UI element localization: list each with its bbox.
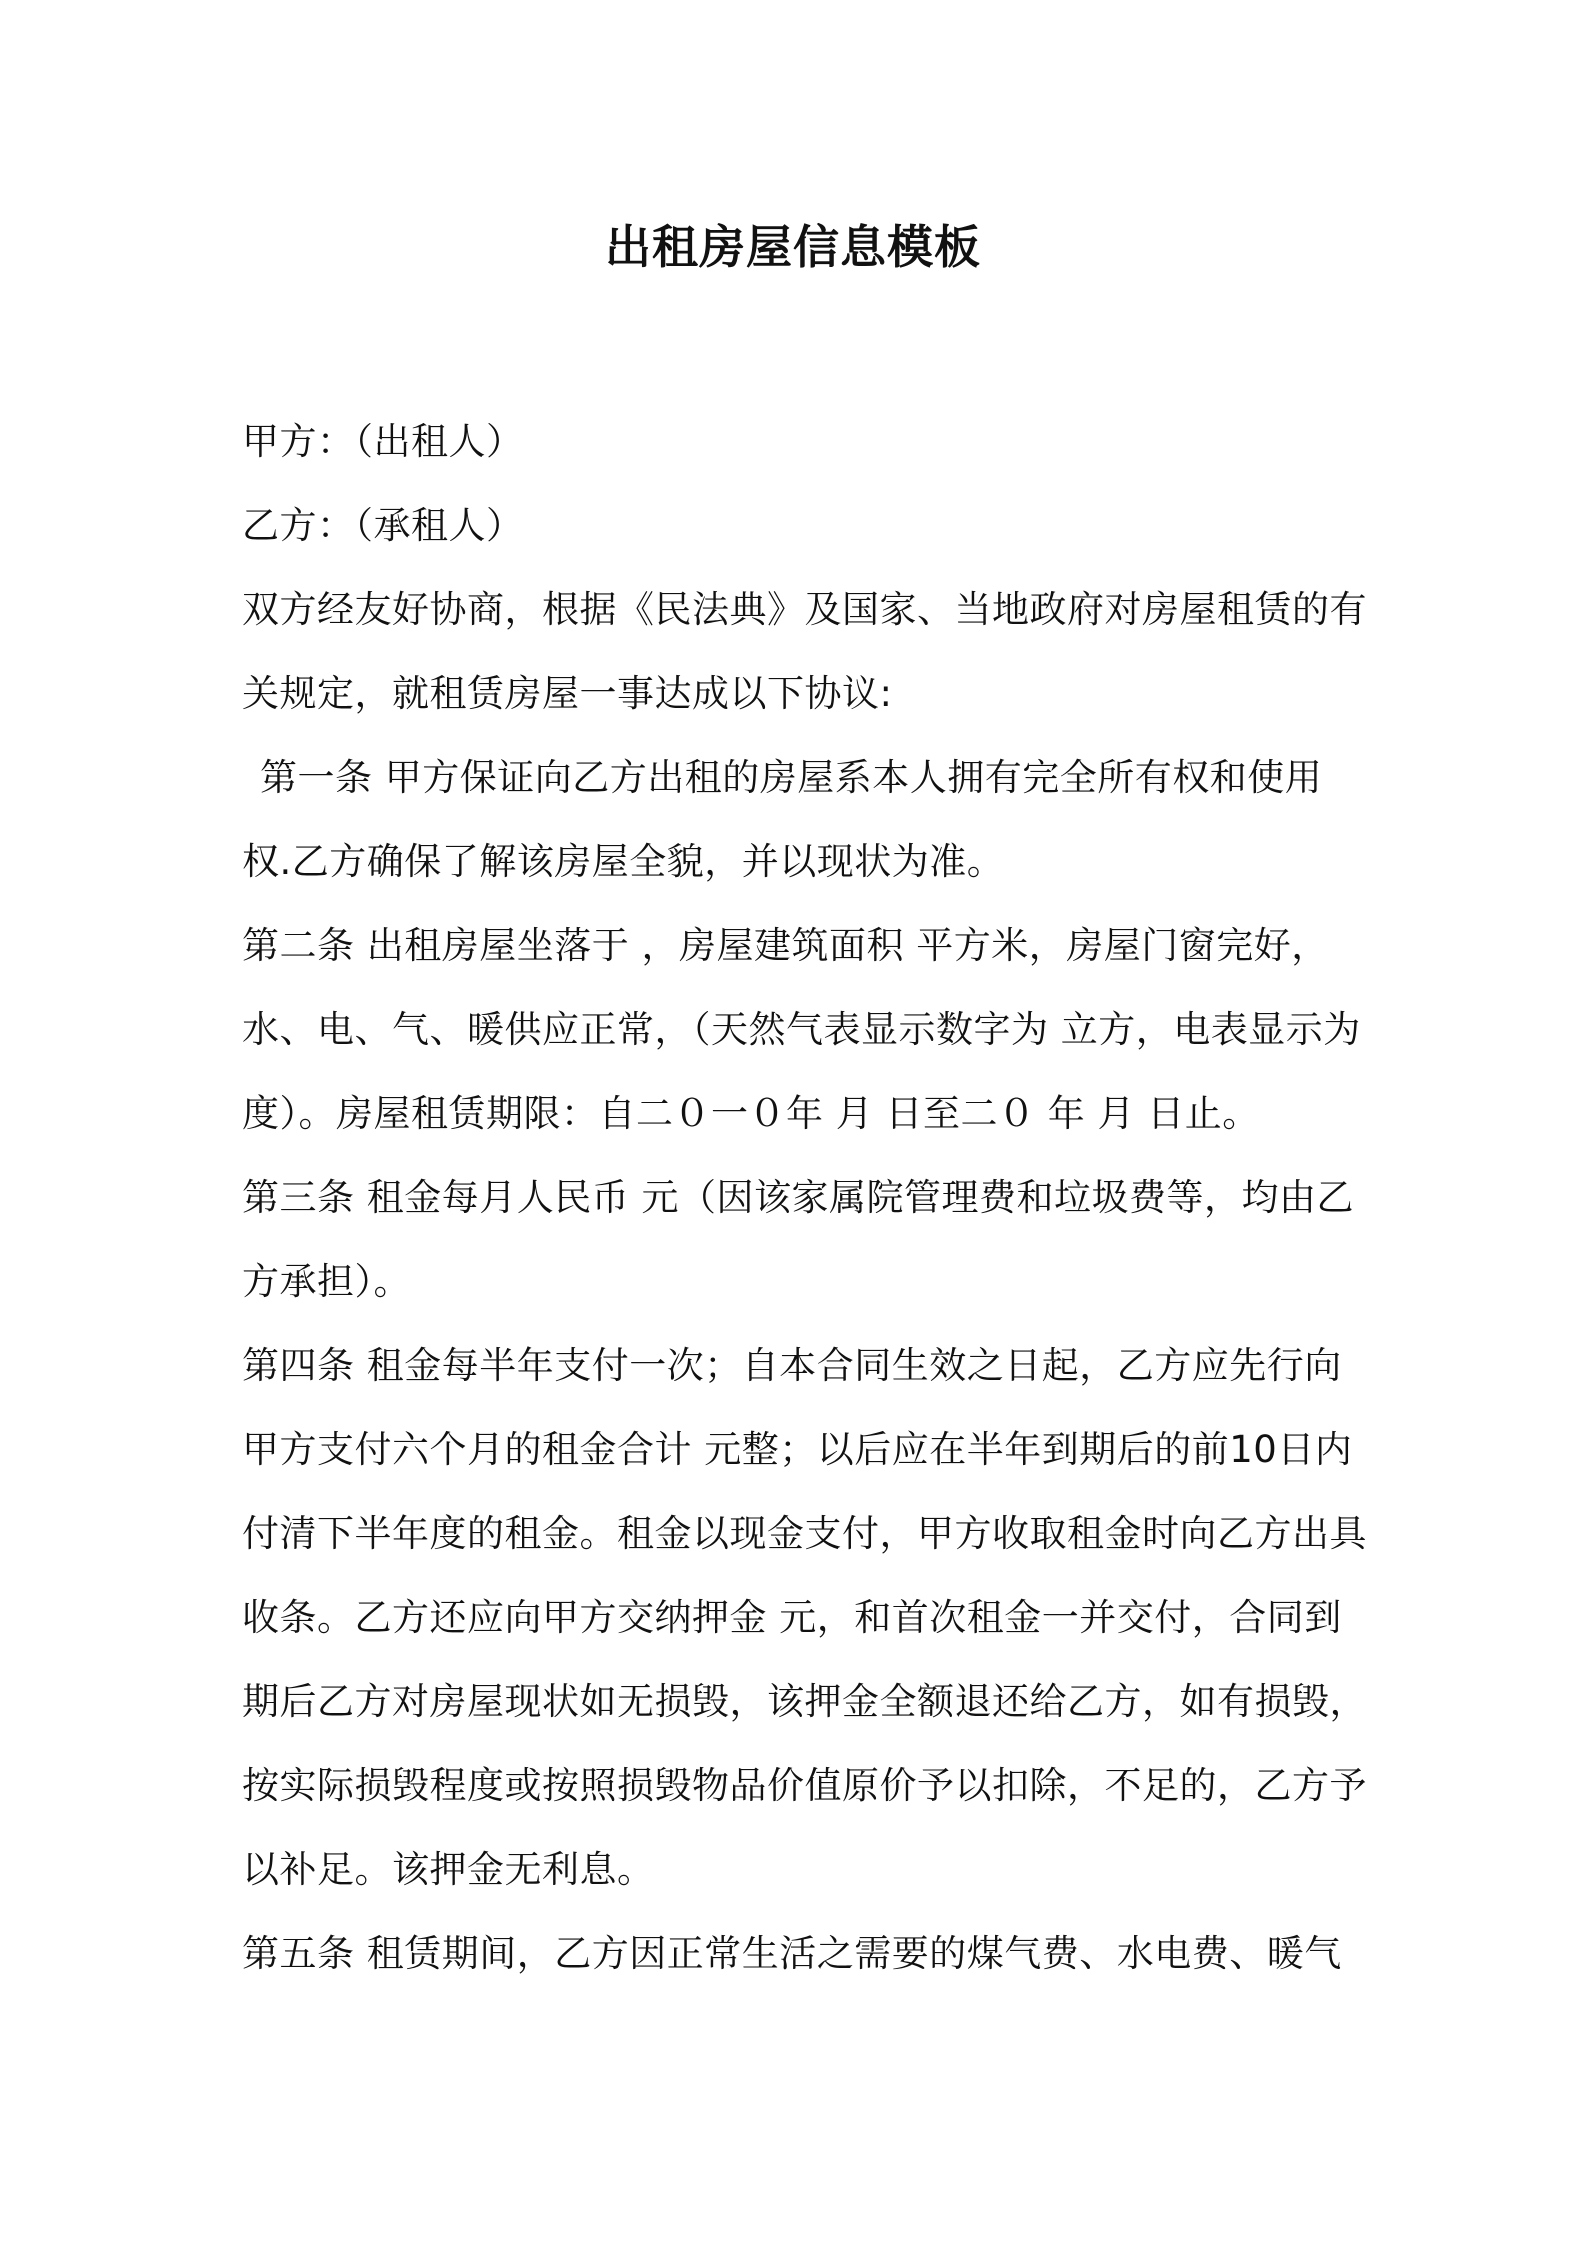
article-2-line: 度）。房屋租赁期限：自二０一０年 月 日至二０ 年 月 日止。 [242,1092,1260,1135]
article-3-line: 方承担）。 [242,1260,411,1303]
article-2-line: 第二条 出租房屋坐落于 ，房屋建筑面积 平方米，房屋门窗完好， [242,924,1329,967]
article-5-line: 第五条 租赁期间，乙方因正常生活之需要的煤气费、水电费、暖气 [242,1932,1342,1975]
article-4-line: 付清下半年度的租金。租金以现金支付，甲方收取租金时向乙方出具 [242,1512,1367,1555]
article-4-line: 按实际损毁程度或按照损毁物品价值原价予以扣除，不足的，乙方予 [242,1764,1367,1807]
document-body [242,400,1367,1996]
article-2-line: 水、电、气、暖供应正常，（天然气表显示数字为 立方，电表显示为 [242,1008,1361,1051]
document-title: 出租房屋信息模板 [605,220,981,274]
article-4-line: 甲方支付六个月的租金合计 元整；以后应在半年到期后的前10日内 [242,1428,1353,1471]
party-b-line: 乙方：（承租人） [242,504,524,547]
article-4-line: 以补足。该押金无利息。 [242,1848,655,1891]
preamble-line: 关规定，就租赁房屋一事达成以下协议: [242,672,893,715]
article-3-line: 第三条 租金每月人民币 元（因该家属院管理费和垃圾费等，均由乙 [242,1176,1355,1219]
preamble-line: 双方经友好协商，根据《民法典》及国家、当地政府对房屋租赁的有 [242,588,1367,631]
article-4-line: 第四条 租金每半年支付一次；自本合同生效之日起，乙方应先行向 [242,1344,1342,1387]
party-a-line: 甲方：（出租人） [242,420,524,463]
article-4-line: 期后乙方对房屋现状如无损毁，该押金全额退还给乙方，如有损毁， [242,1680,1367,1723]
article-1-line: 权.乙方确保了解该房屋全貌，并以现状为准。 [242,840,1005,883]
article-4-line: 收条。乙方还应向甲方交纳押金 元，和首次租金一并交付，合同到 [242,1596,1342,1639]
article-1-line: 第一条 甲方保证向乙方出租的房屋系本人拥有完全所有权和使用 [260,756,1323,799]
